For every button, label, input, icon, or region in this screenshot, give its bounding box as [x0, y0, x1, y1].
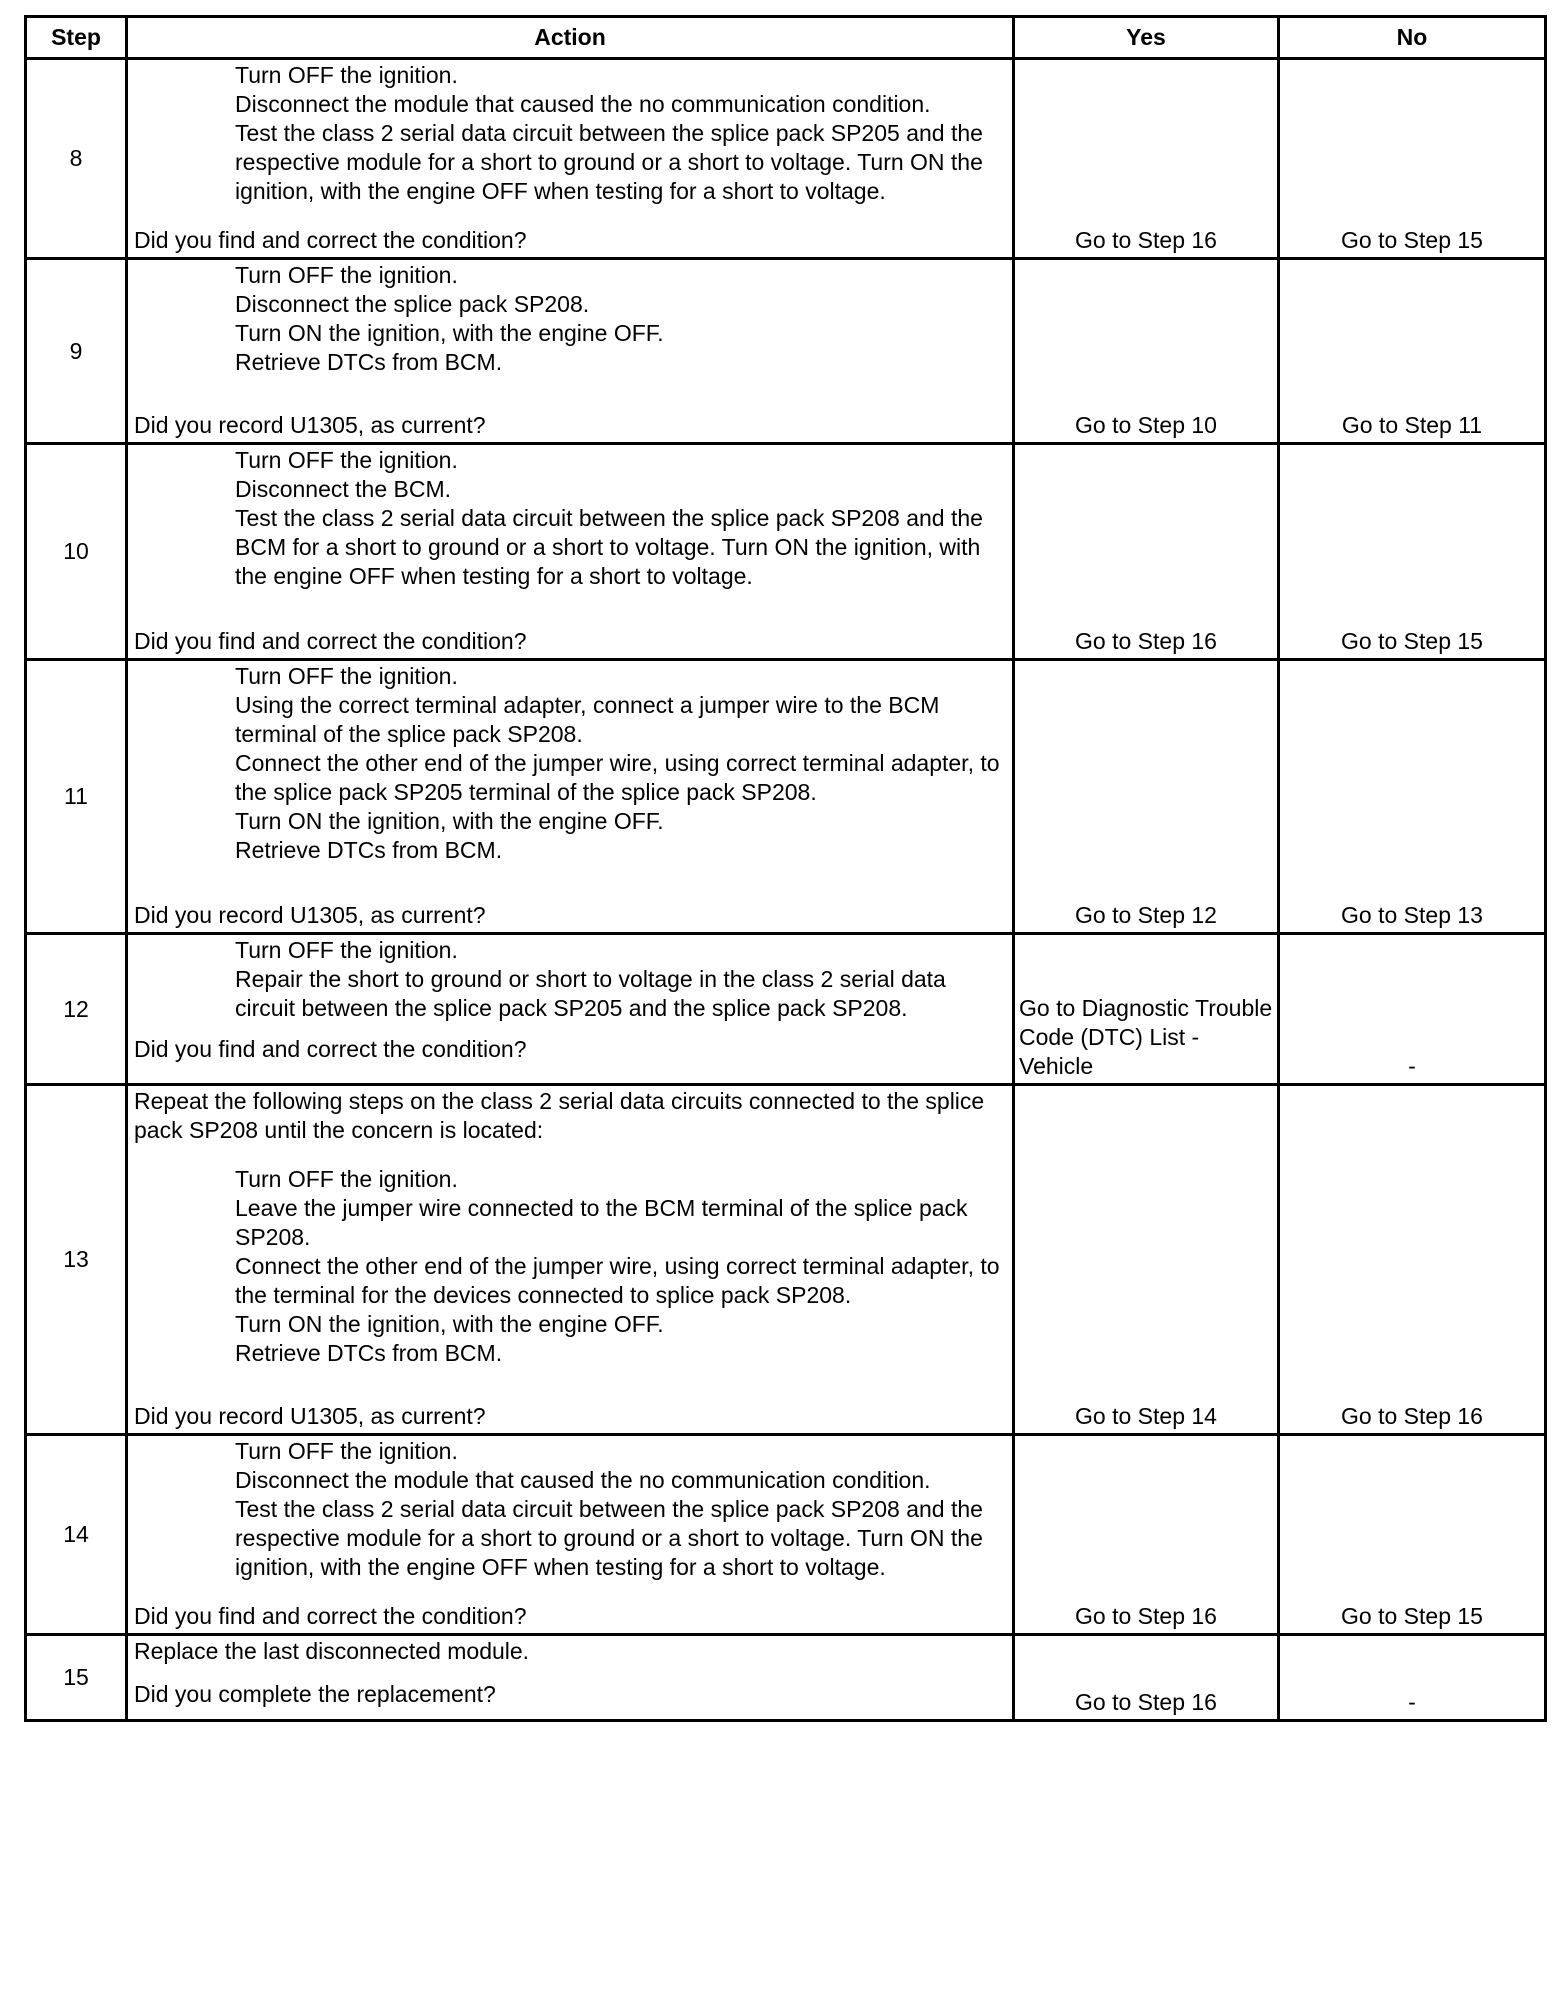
- action-question: Did you record U1305, as current?: [134, 902, 486, 928]
- no-result: Go to Step 11: [1279, 259, 1546, 444]
- action-spacer: [134, 206, 1006, 226]
- yes-result: Go to Diagnostic Trouble Code (DTC) List - Vehicle: [1014, 934, 1279, 1085]
- step-number: 10: [26, 444, 127, 660]
- substep: Leave the jumper wire connected to the BCM terminal of the splice pack SP208.: [235, 1195, 968, 1250]
- action-spacer: [134, 865, 1006, 901]
- table-row-step-14: [26, 1435, 1546, 1635]
- action-spacer: [134, 1023, 1006, 1035]
- action-substeps: [134, 662, 1006, 865]
- table-row-step-9: [26, 259, 1546, 444]
- action-spacer: [134, 377, 1006, 411]
- action-cell: [127, 934, 1014, 1085]
- substep: Turn OFF the ignition.: [235, 663, 458, 689]
- action-question: Did you find and correct the condition?: [134, 227, 527, 253]
- action-spacer: [134, 591, 1006, 627]
- yes-result: Go to Step 14: [1014, 1085, 1279, 1435]
- yes-result: Go to Step 16: [1014, 59, 1279, 259]
- action-cell: [127, 660, 1014, 934]
- action-question: Did you record U1305, as current?: [134, 412, 486, 438]
- step-number: 14: [26, 1435, 127, 1635]
- substep: Connect the other end of the jumper wire, using correct terminal adapter, to the terminal for the devices connected to splice pack SP208.: [235, 1253, 1000, 1308]
- no-result: Go to Step 15: [1279, 59, 1546, 259]
- action-cell: [127, 1085, 1014, 1435]
- substep: Turn OFF the ignition.: [235, 62, 458, 88]
- header-no: No: [1279, 17, 1546, 59]
- step-number: 9: [26, 259, 127, 444]
- substep: Using the correct terminal adapter, connect a jumper wire to the BCM terminal of the splice pack SP208.: [235, 692, 940, 747]
- table-row-step-13: [26, 1085, 1546, 1435]
- no-result: Go to Step 13: [1279, 660, 1546, 934]
- yes-result: Go to Step 16: [1014, 444, 1279, 660]
- table-body: [26, 59, 1546, 1721]
- substep: Disconnect the module that caused the no communication condition.: [235, 91, 931, 117]
- no-result: -: [1279, 1635, 1546, 1721]
- action-question: Did you find and correct the condition?: [134, 628, 527, 654]
- action-substeps: [134, 936, 1006, 1023]
- diagnostic-table-page: [24, 15, 1544, 1722]
- no-result: Go to Step 15: [1279, 1435, 1546, 1635]
- action-cell: [127, 59, 1014, 259]
- step-number: 12: [26, 934, 127, 1085]
- substep: Turn ON the ignition, with the engine OFF.: [235, 320, 664, 346]
- action-question: Did you complete the replacement?: [134, 1681, 496, 1707]
- header-step: Step: [26, 17, 127, 59]
- substep: Retrieve DTCs from BCM.: [235, 837, 503, 863]
- action-cell: [127, 444, 1014, 660]
- yes-result: Go to Step 16: [1014, 1635, 1279, 1721]
- action-question: Did you find and correct the condition?: [134, 1603, 527, 1629]
- action-cell: [127, 259, 1014, 444]
- step-number: 15: [26, 1635, 127, 1721]
- no-result: Go to Step 16: [1279, 1085, 1546, 1435]
- yes-result: Go to Step 12: [1014, 660, 1279, 934]
- step-number: 13: [26, 1085, 127, 1435]
- substep: Turn OFF the ignition.: [235, 937, 458, 963]
- substep: Disconnect the splice pack SP208.: [235, 291, 590, 317]
- no-result: -: [1279, 934, 1546, 1085]
- substep: Disconnect the module that caused the no communication condition.: [235, 1467, 931, 1493]
- substep: Turn ON the ignition, with the engine OFF.: [235, 808, 664, 834]
- substep: Turn OFF the ignition.: [235, 447, 458, 473]
- yes-result: Go to Step 16: [1014, 1435, 1279, 1635]
- yes-result: Go to Step 10: [1014, 259, 1279, 444]
- action-cell: [127, 1435, 1014, 1635]
- action-cell: [127, 1635, 1014, 1721]
- substep: Test the class 2 serial data circuit between the splice pack SP208 and the respective module for a short to ground or a short to voltage. Turn ON the ignition, with the engine OFF when testing for a short to voltage.: [235, 1496, 983, 1580]
- substep: Test the class 2 serial data circuit between the splice pack SP205 and the respective module for a short to ground or a short to voltage. Turn ON the ignition, with the engine OFF when testing for a short to voltage.: [235, 120, 983, 204]
- substep: Turn OFF the ignition.: [235, 1438, 458, 1464]
- substep: Retrieve DTCs from BCM.: [235, 349, 503, 375]
- action-intro: Replace the last disconnected module.: [134, 1638, 530, 1664]
- table-row-step-10: [26, 444, 1546, 660]
- action-substeps: [134, 1165, 1006, 1368]
- substep: Disconnect the BCM.: [235, 476, 452, 502]
- table-row-step-8: [26, 59, 1546, 259]
- action-substeps: [134, 61, 1006, 206]
- substep: Turn OFF the ignition.: [235, 1166, 458, 1192]
- action-substeps: [134, 446, 1006, 591]
- action-spacer: [134, 1666, 1006, 1680]
- substep: Turn OFF the ignition.: [235, 262, 458, 288]
- substep: Connect the other end of the jumper wire, using correct terminal adapter, to the splice pack SP205 terminal of the splice pack SP208.: [235, 750, 1000, 805]
- header-action: Action: [127, 17, 1014, 59]
- diagnostic-steps-table: [24, 15, 1547, 1722]
- step-number: 11: [26, 660, 127, 934]
- action-substeps: [134, 261, 1006, 377]
- action-spacer: [134, 1582, 1006, 1602]
- table-row-step-15: [26, 1635, 1546, 1721]
- action-question: Did you record U1305, as current?: [134, 1403, 486, 1429]
- action-spacer: [134, 1368, 1006, 1402]
- substep: Turn ON the ignition, with the engine OFF.: [235, 1311, 664, 1337]
- table-row-step-12: [26, 934, 1546, 1085]
- no-result: Go to Step 15: [1279, 444, 1546, 660]
- header-yes: Yes: [1014, 17, 1279, 59]
- substep: Retrieve DTCs from BCM.: [235, 1340, 503, 1366]
- substep: Test the class 2 serial data circuit between the splice pack SP208 and the BCM for a short to ground or a short to voltage. Turn ON the ignition, with the engine OFF when testing for a short to voltage.: [235, 505, 983, 589]
- table-row-step-11: [26, 660, 1546, 934]
- table-header-row: [26, 17, 1546, 59]
- action-intro: Repeat the following steps on the class 2 serial data circuits connected to the splice pack SP208 until the concern is located:: [134, 1088, 985, 1143]
- action-substeps: [134, 1437, 1006, 1582]
- action-question: Did you find and correct the condition?: [134, 1036, 527, 1062]
- step-number: 8: [26, 59, 127, 259]
- substep: Repair the short to ground or short to voltage in the class 2 serial data circuit between the splice pack SP205 and the splice pack SP208.: [235, 966, 946, 1021]
